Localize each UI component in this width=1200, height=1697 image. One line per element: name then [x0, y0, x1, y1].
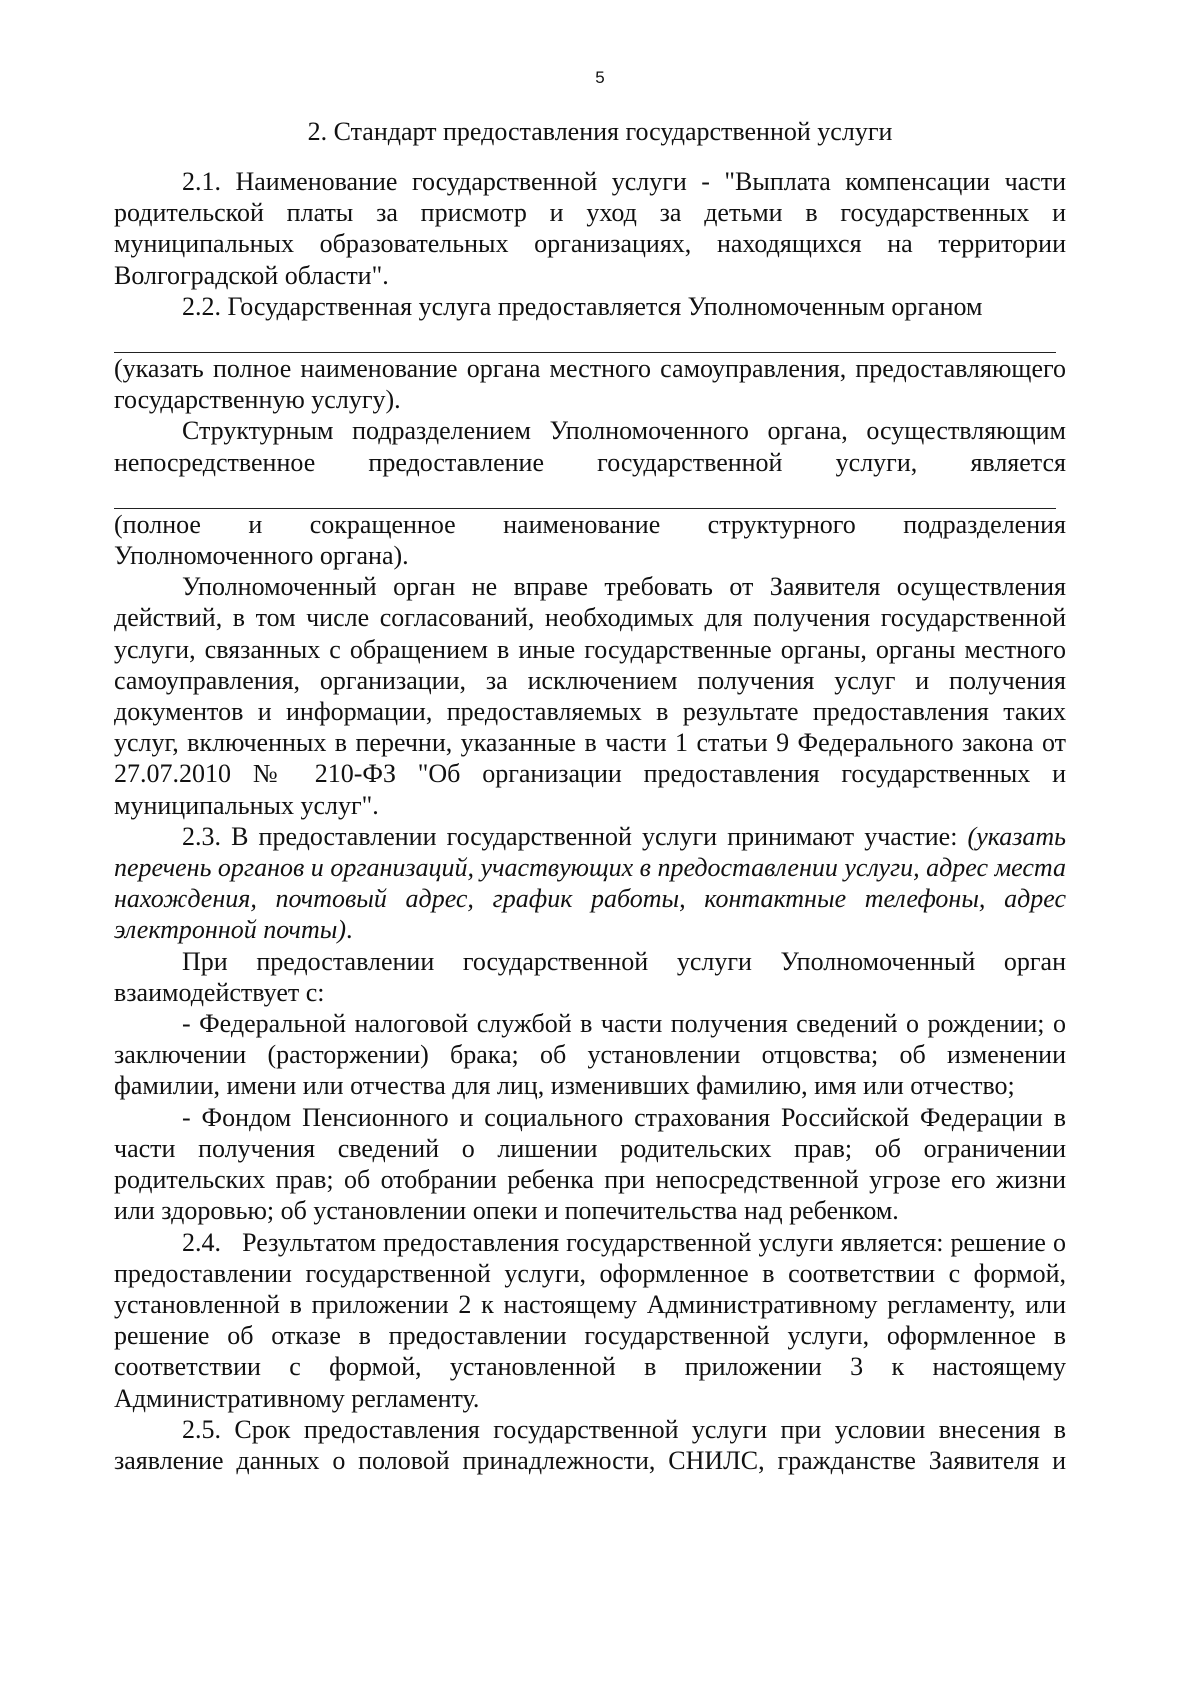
paragraph-not-entitled: Уполномоченный орган не вправе требовать от Заявителя осуществления действий, в том числе согласований, необходимых для получения государственной услуги, связанных с обращением в иные государственные органы, органы местного самоуправления, организации, за исключением получения услуг и получения документов и информации, предоставляемых в результате предоставления таких услуг, включенных в перечни, указанные в части 1 статьи 9 Федерального закона от 27.07.2010 № 210-ФЗ "Об организации предоставления государственных и муниципальных услуг".	[114, 572, 1066, 820]
paragraph-2-2: 2.2. Государственная услуга предоставляется Уполномоченным органом	[182, 291, 983, 321]
fill-in-line-organ	[114, 322, 1056, 353]
paragraph-2-4: 2.4. Результатом предоставления государственной услуги является: решение о предоставлении государственной услуги, оформленное в соответствии с формой, установленной в приложении 2 к настоящему Административному регламенту, или решение об отказе в предоставлении государственной услуги, оформленное в соответствии с формой, установленной в приложении 3 к настоящему Административному регламенту.	[114, 1227, 1073, 1413]
note-unit: (полное и сокращенное наименование структурного подразделения Уполномоченного органа).	[114, 509, 1066, 571]
list-item-tax-service: - Федеральной налоговой службой в части получения сведений о рождении; о заключении (расторжении) брака; об установлении отцовства; об изменении фамилии, имени или отчества для лиц, изменивших фамилию, имя или отчество;	[114, 1009, 1066, 1101]
paragraph-interaction: При предоставлении государственной услуги Уполномоченный орган взаимодействует с:	[114, 946, 1066, 1007]
paragraph-2-1: 2.1. Наименование государственной услуги - "Выплата компенсации части родительской платы за присмотр и уход за детьми в государственных и муниципальных образовательных организациях, находящихся на территории Волгоградской области".	[114, 167, 1066, 290]
section-title: 2. Стандарт предоставления государственной услуги	[307, 117, 893, 146]
note-organ: (указать полное наименование органа местного самоуправления, предоставляющего государственную услугу).	[114, 354, 1066, 415]
list-item-pension-fund: - Фондом Пенсионного и социального страхования Российской Федерации в части получения сведений о лишении родительских прав; об ограничении родительских прав; об отобрании ребенка при непосредственной угрозе его жизни или здоровью; об установлении опеки и попечительства над ребенком.	[114, 1102, 1066, 1226]
paragraph-2-3-instruction: (указать перечень органов и организаций, участвующих в предоставлении услуги, адрес места нахождения, почтовый адрес, график работы, контактные телефоны, адрес электронной почты)	[114, 821, 1066, 945]
paragraph-2-3-end: .	[346, 915, 353, 945]
page-number: 5	[595, 68, 605, 87]
paragraph-2-3-start: 2.3. В предоставлении государственной услуги принимают участие:	[182, 821, 968, 851]
paragraph-structural-unit: Структурным подразделением Уполномоченного органа, осуществляющим непосредственное предоставление государственной услуги, является	[114, 416, 1066, 477]
document-body	[114, 166, 1073, 1476]
paragraph-2-5: 2.5. Срок предоставления государственной услуги при условии внесения в заявление данных о половой принадлежности, СНИЛС, гражданстве Заявителя и	[114, 1414, 1066, 1475]
fill-in-line-unit	[114, 478, 1056, 509]
paragraph-2-3	[114, 821, 1066, 946]
